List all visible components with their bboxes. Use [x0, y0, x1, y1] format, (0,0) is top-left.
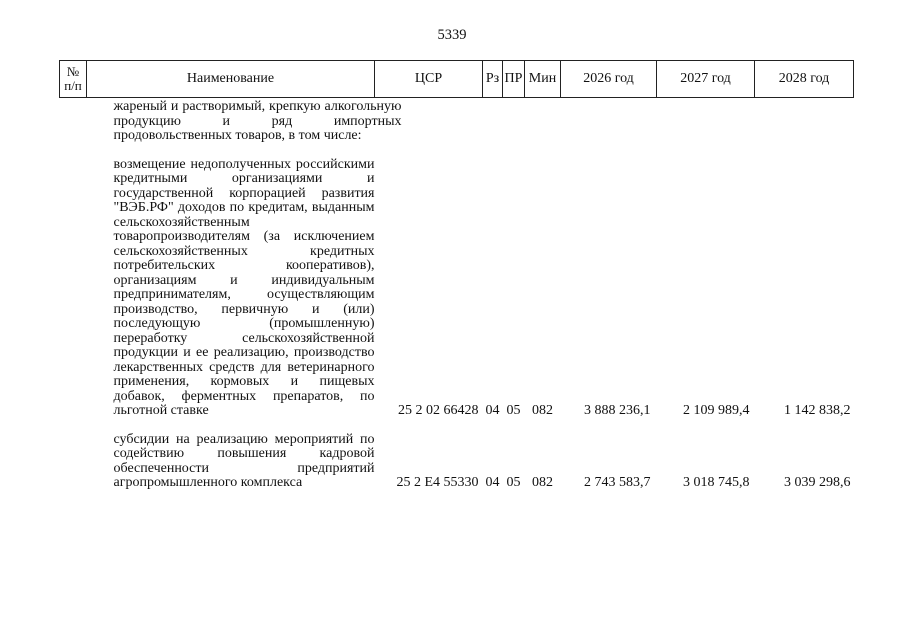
- header-name: Наименование: [87, 61, 375, 98]
- table-header-row: [60, 61, 854, 98]
- header-num: № п/п: [60, 61, 87, 98]
- header-min: Мин: [525, 61, 561, 98]
- row-2028: 3 039 298,6: [784, 475, 851, 490]
- row-name: возмещение недополученных российскими кредитными организациями и государственной корпорацией развития "ВЭБ.РФ" доходов по кредитам, выданным сельскохозяйственным товаропроизводителям (за исключением сельскохозяйственных кредитных потребительских кооперативов), организациям и индивидуальным предпринимателям, осуществляющим производство, первичную и (или) последующую (промышленную) переработку сельскохозяйственной продукции и ее реализацию, производство лекарственных средств для ветеринарного применения, кормовых и пищевых добавок, ферментных препаратов, по льготной ставке: [113, 156, 375, 418]
- row-spacer: [60, 144, 854, 158]
- header-2028: 2028 год: [755, 61, 854, 98]
- header-rz: Рз: [483, 61, 503, 98]
- page-number: 5339: [437, 27, 467, 43]
- row-2028: 1 142 838,2: [784, 403, 851, 418]
- row-spacer: [60, 419, 854, 433]
- row-2027: 2 109 989,4: [683, 403, 750, 418]
- row-rz: 04: [485, 403, 500, 418]
- header-2027: 2027 год: [657, 61, 755, 98]
- row-rz: 04: [485, 475, 500, 490]
- row-name: субсидии на реализацию мероприятий по содействию повышения кадровой обеспеченности предприятий агропромышленного комплекса: [113, 431, 375, 490]
- row-2026: 3 888 236,1: [584, 403, 651, 418]
- row-csr: 25 2 02 66428: [398, 403, 479, 418]
- row-2027: 3 018 745,8: [683, 475, 750, 490]
- row-2026: 2 743 583,7: [584, 475, 651, 490]
- row-pr: 05: [506, 403, 521, 418]
- budget-table: [59, 60, 854, 491]
- row-min: 082: [532, 475, 553, 490]
- header-2026: 2026 год: [561, 61, 657, 98]
- row-csr: 25 2 Е4 55330: [396, 475, 479, 490]
- table-row: [60, 98, 854, 144]
- header-csr: ЦСР: [375, 61, 483, 98]
- row-min: 082: [532, 403, 553, 418]
- table-row: [60, 433, 854, 491]
- table-row: [60, 158, 854, 419]
- header-pr: ПР: [503, 61, 525, 98]
- row-name: жареный и растворимый, крепкую алкогольную продукцию и ряд импортных продовольственных товаров, в том числе:: [113, 99, 402, 143]
- row-pr: 05: [506, 475, 521, 490]
